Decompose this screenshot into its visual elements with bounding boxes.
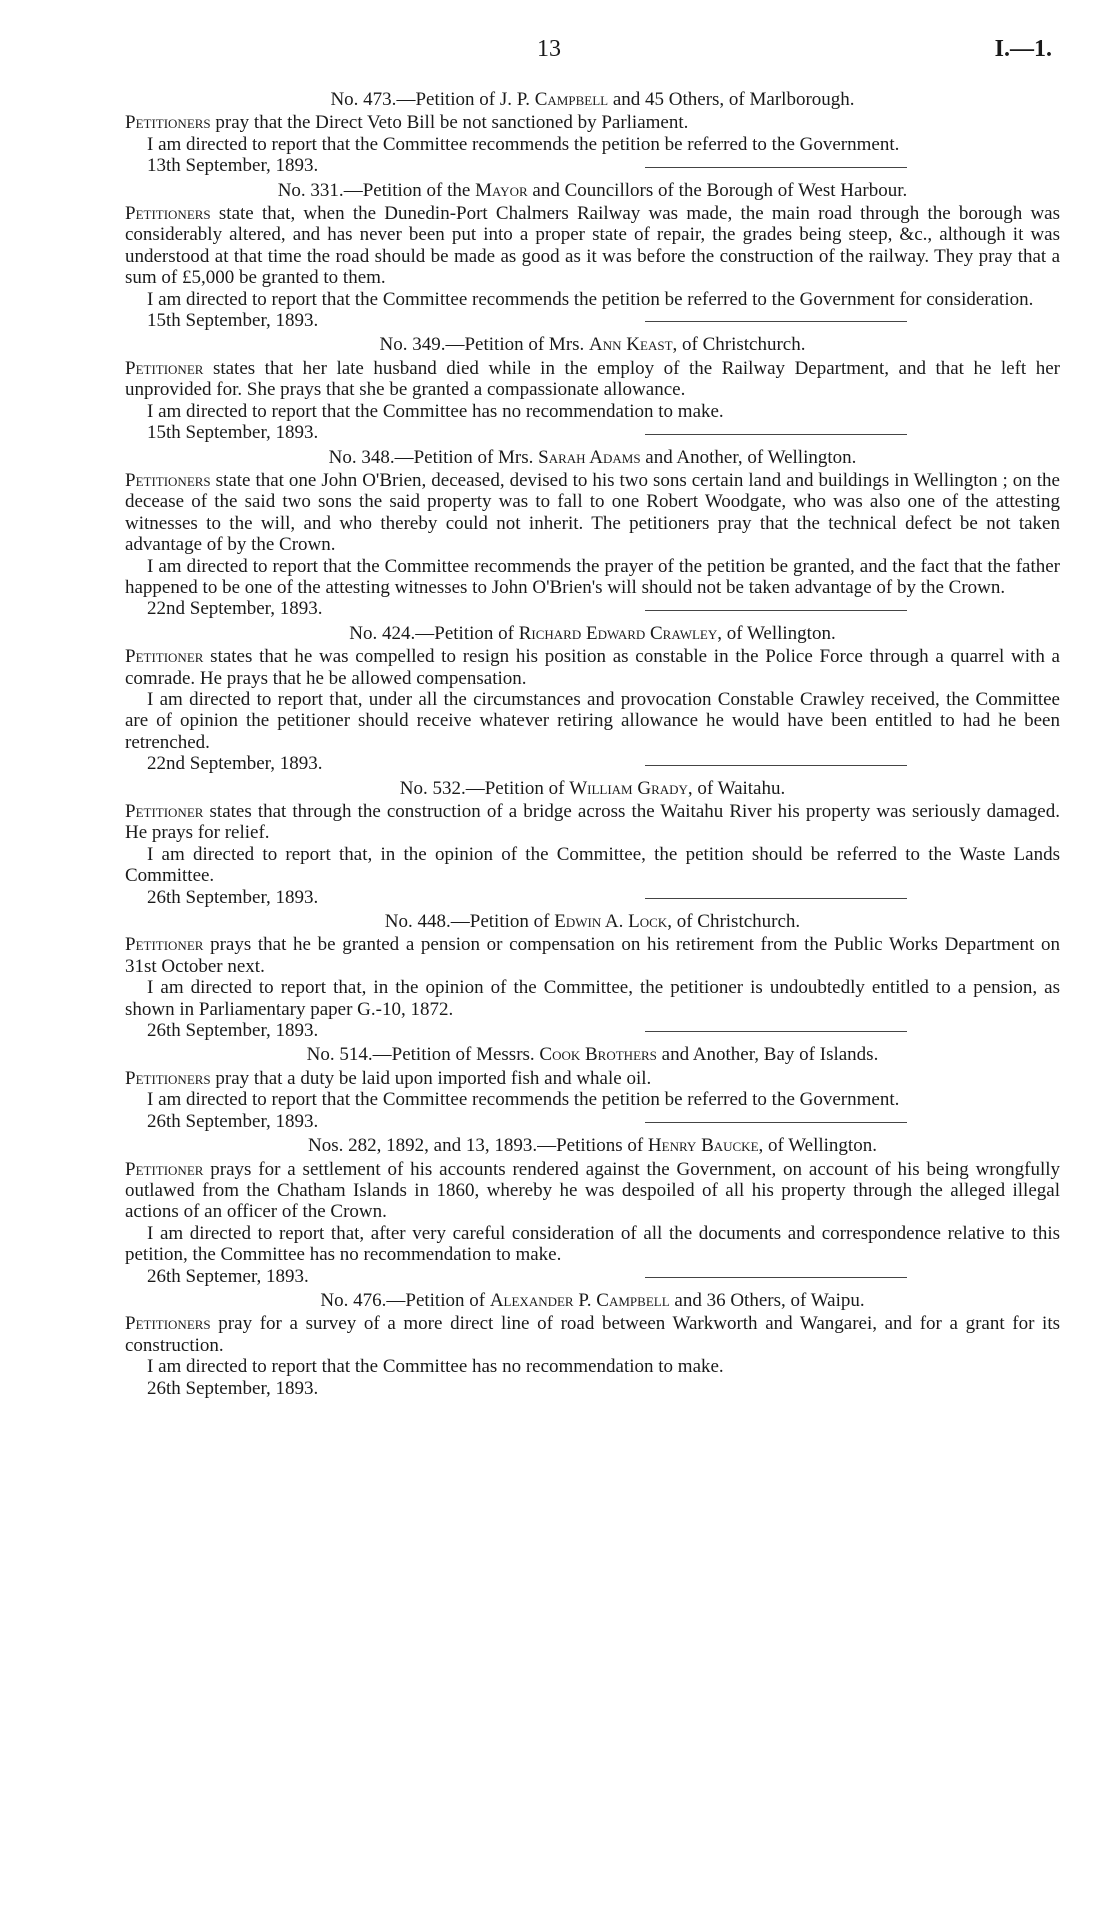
petition-number: No. 331. bbox=[277, 179, 344, 201]
petitioner-name: J. P. Campbell bbox=[499, 89, 609, 110]
petition-title bbox=[125, 623, 1060, 644]
committee-report: I am directed to report that the Committee recommends the petition be referred to the Government for consideration. bbox=[147, 288, 1034, 310]
petition-title-suffix: , of Wellington. bbox=[717, 622, 836, 644]
petition-statement bbox=[125, 112, 1060, 133]
petition-body: states that through the construction of a bridge across the Waitahu River his property was seriously damaged. He prays for relief. bbox=[125, 801, 1060, 844]
petition-title-suffix: and Another, of Wellington. bbox=[640, 446, 857, 468]
petition-statement bbox=[125, 934, 1060, 977]
petition-body: pray that the Direct Veto Bill be not sanctioned by Parliament. bbox=[210, 112, 689, 134]
petition-section bbox=[125, 911, 1060, 1042]
petitions-body bbox=[125, 89, 1060, 1399]
petition-title-suffix: , of Christchurch. bbox=[667, 911, 801, 933]
petition-title-prefix: —Petition of bbox=[415, 622, 519, 644]
page-number: 13 bbox=[537, 36, 561, 62]
petition-title-suffix: and 45 Others, of Marlborough. bbox=[608, 89, 855, 110]
report-date: 26th September, 1893. bbox=[147, 1377, 319, 1399]
petition-title bbox=[125, 911, 1060, 932]
petition-lead: Petitioners bbox=[125, 1067, 211, 1089]
petition-number: No. 448. bbox=[384, 911, 451, 933]
petition-section bbox=[125, 179, 1060, 332]
petition-section bbox=[125, 777, 1060, 908]
section-divider bbox=[645, 765, 907, 766]
petition-title bbox=[125, 334, 1060, 355]
petition-title-prefix: —Petition of bbox=[450, 911, 555, 933]
petition-body: prays that he be granted a pension or compensation on his retirement from the Public Works Department on 31st October next. bbox=[125, 934, 1060, 977]
petition-title bbox=[125, 180, 1060, 201]
petition-section bbox=[125, 446, 1060, 620]
petition-lead: Petitioner bbox=[125, 801, 204, 822]
petition-title-prefix: —Petition of Messrs. bbox=[372, 1044, 540, 1066]
petition-section bbox=[125, 1135, 1060, 1287]
petition-body: pray that a duty be laid upon imported fish and whale oil. bbox=[210, 1067, 652, 1089]
committee-report: I am directed to report that the Committee has no recommendation to make. bbox=[147, 1356, 724, 1378]
petition-section bbox=[125, 334, 1060, 444]
petition-lead: Petitioners bbox=[125, 469, 211, 491]
section-divider bbox=[645, 1122, 907, 1123]
section-divider bbox=[645, 1277, 907, 1278]
petition-title-suffix: and Another, Bay of Islands. bbox=[656, 1044, 879, 1066]
petitioner-name: Sarah Adams bbox=[538, 446, 641, 468]
petition-title-suffix: and Councillors of the Borough of West Harbour. bbox=[527, 179, 908, 201]
petition-title-prefix: —Petition of bbox=[396, 89, 500, 110]
petition-title bbox=[125, 89, 1060, 110]
page-header bbox=[0, 36, 1114, 76]
petition-body: states that he was compelled to resign his position as constable in the Police Force through a quarrel with a comrade. He prays that he be allowed compensation. bbox=[125, 646, 1060, 689]
petitioner-name: Mayor bbox=[475, 179, 528, 201]
report-date: 26th September, 1893. bbox=[147, 886, 319, 908]
report-date: 15th September, 1893. bbox=[147, 422, 319, 444]
petition-title-prefix: —Petition of bbox=[465, 777, 570, 799]
petitioner-name: Cook Brothers bbox=[539, 1044, 657, 1066]
petition-lead: Petitioner bbox=[125, 646, 204, 668]
petition-statement bbox=[125, 646, 1060, 689]
petition-body: state that, when the Dunedin-Port Chalmers Railway was made, the main road through the borough was considerably altered, and has never been put into a proper state of repair, the grades being steep, &c., although it was understood at that time the road should be made as good as it was before the construction of the railway. They pray that a sum of £5,000 be granted to them. bbox=[125, 203, 1060, 289]
petition-body: states that her late husband died while in the employ of the Railway Department, and that he left her unprovided for. She prays that she be granted a compassionate allowance. bbox=[125, 357, 1060, 401]
petition-title-suffix: , of Wellington. bbox=[758, 1135, 877, 1157]
petition-body: pray for a survey of a more direct line of road between Warkworth and Wangarei, and for a grant for its construction. bbox=[125, 1313, 1060, 1356]
petition-statement bbox=[125, 358, 1060, 401]
petition-section bbox=[125, 1290, 1060, 1399]
petition-title bbox=[125, 778, 1060, 799]
report-date: 26th September, 1893. bbox=[147, 1110, 319, 1132]
petition-lead: Petitioners bbox=[125, 203, 211, 225]
committee-report: I am directed to report that, in the opinion of the Committee, the petitioner is undoubtedly entitled to a pension, as shown in Parliamentary paper G.-10, 1872. bbox=[125, 977, 1060, 1020]
petition-number: No. 514. bbox=[306, 1044, 373, 1066]
committee-report: I am directed to report that, under all the circumstances and provocation Constable Crawley received, the Committee are of opinion the petitioner should receive whatever retiring allowance he would have been entitled to had he been retrenched. bbox=[125, 688, 1060, 753]
petition-body: state that one John O'Brien, deceased, devised to his two sons certain land and buildings in Wellington ; on the decease of the said two sons the said property was to fall to one Robert Woodgate, who was also one of the attesting witnesses to the will, and who thereby could not inherit. The petitioners pray that the technical defect be not taken advantage of by the Crown. bbox=[125, 469, 1060, 556]
petition-lead: Petitioners bbox=[125, 1313, 211, 1335]
petition-statement bbox=[125, 1313, 1060, 1356]
petition-title-suffix: , of Waitahu. bbox=[687, 777, 786, 799]
section-divider bbox=[645, 898, 907, 899]
petitioner-name: Alexander P. Campbell bbox=[489, 1289, 670, 1311]
petition-title-prefix: —Petition of the bbox=[343, 179, 476, 201]
report-date: 26th Septemer, 1893. bbox=[147, 1265, 309, 1287]
section-divider bbox=[645, 1031, 907, 1032]
petition-lead: Petitioner bbox=[125, 357, 204, 379]
petition-lead: Petitioner bbox=[125, 934, 204, 956]
petitioner-name: Ann Keast bbox=[589, 334, 673, 356]
committee-report: I am directed to report that the Committee recommends the petition be referred to the Government. bbox=[147, 133, 900, 155]
section-divider bbox=[645, 434, 907, 435]
committee-report: I am directed to report that the Committee recommends the prayer of the petition be granted, and the fact that the father happened to be one of the attesting witnesses to John O'Brien's will should not be taken advantage of by the Crown. bbox=[125, 555, 1060, 598]
petition-title bbox=[125, 1135, 1060, 1156]
petition-section bbox=[125, 1044, 1060, 1132]
petition-number: Nos. 282, 1892, and 13, 1893. bbox=[308, 1135, 538, 1157]
petition-lead: Petitioners bbox=[125, 112, 211, 134]
petition-section bbox=[125, 89, 1060, 177]
petition-number: No. 532. bbox=[399, 777, 466, 799]
report-date: 13th September, 1893. bbox=[147, 155, 319, 177]
petition-section bbox=[125, 622, 1060, 775]
committee-report: I am directed to report that the Committee has no recommendation to make. bbox=[147, 400, 724, 422]
report-date: 26th September, 1893. bbox=[147, 1020, 319, 1042]
petition-title-prefix: —Petition of Mrs. bbox=[445, 334, 590, 356]
section-divider bbox=[645, 167, 907, 168]
petition-statement bbox=[125, 470, 1060, 556]
petitioner-name: William Grady bbox=[569, 777, 688, 799]
report-date: 15th September, 1893. bbox=[147, 310, 319, 332]
petition-title-prefix: —Petition of bbox=[386, 1289, 490, 1311]
petitioner-name: Henry Baucke bbox=[647, 1135, 759, 1157]
petition-title bbox=[125, 447, 1060, 468]
petition-title-prefix: —Petitions of bbox=[537, 1135, 648, 1157]
petition-statement bbox=[125, 801, 1060, 844]
committee-report: I am directed to report that, in the opinion of the Committee, the petition should be referred to the Waste Lands Committee. bbox=[125, 843, 1060, 887]
petition-body: prays for a settlement of his accounts rendered against the Government, on account of his being wrongfully outlawed from the Chatham Islands in 1860, whereby he was despoiled of all his property through the alleged illegal actions of an officer of the Crown. bbox=[125, 1158, 1060, 1223]
petition-number: No. 349. bbox=[379, 334, 446, 356]
petition-lead: Petitioner bbox=[125, 1158, 204, 1180]
petition-statement bbox=[125, 1068, 1060, 1089]
report-date: 22nd September, 1893. bbox=[147, 753, 323, 775]
section-divider bbox=[645, 610, 907, 611]
petition-title bbox=[125, 1290, 1060, 1311]
petition-number: No. 476. bbox=[320, 1289, 387, 1311]
committee-report: I am directed to report that, after very careful consideration of all the documents and correspondence relative to this petition, the Committee has no recommendation to make. bbox=[125, 1222, 1060, 1266]
petition-statement bbox=[125, 203, 1060, 289]
petition-number: No. 348. bbox=[328, 446, 395, 468]
petition-title bbox=[125, 1044, 1060, 1065]
petition-title-suffix: , of Christchurch. bbox=[672, 334, 806, 356]
committee-report: I am directed to report that the Committee recommends the petition be referred to the Government. bbox=[147, 1089, 900, 1111]
petition-number: No. 473. bbox=[330, 89, 397, 110]
petition-title-prefix: —Petition of Mrs. bbox=[394, 446, 539, 468]
report-date: 22nd September, 1893. bbox=[147, 598, 323, 620]
petition-statement bbox=[125, 1159, 1060, 1223]
section-divider bbox=[645, 321, 907, 322]
petitioner-name: Richard Edward Crawley bbox=[518, 622, 718, 644]
petitioner-name: Edwin A. Lock bbox=[554, 911, 668, 933]
paper-reference: I.—1. bbox=[994, 36, 1052, 62]
petition-title-suffix: and 36 Others, of Waipu. bbox=[669, 1289, 865, 1311]
petition-number: No. 424. bbox=[349, 622, 416, 644]
